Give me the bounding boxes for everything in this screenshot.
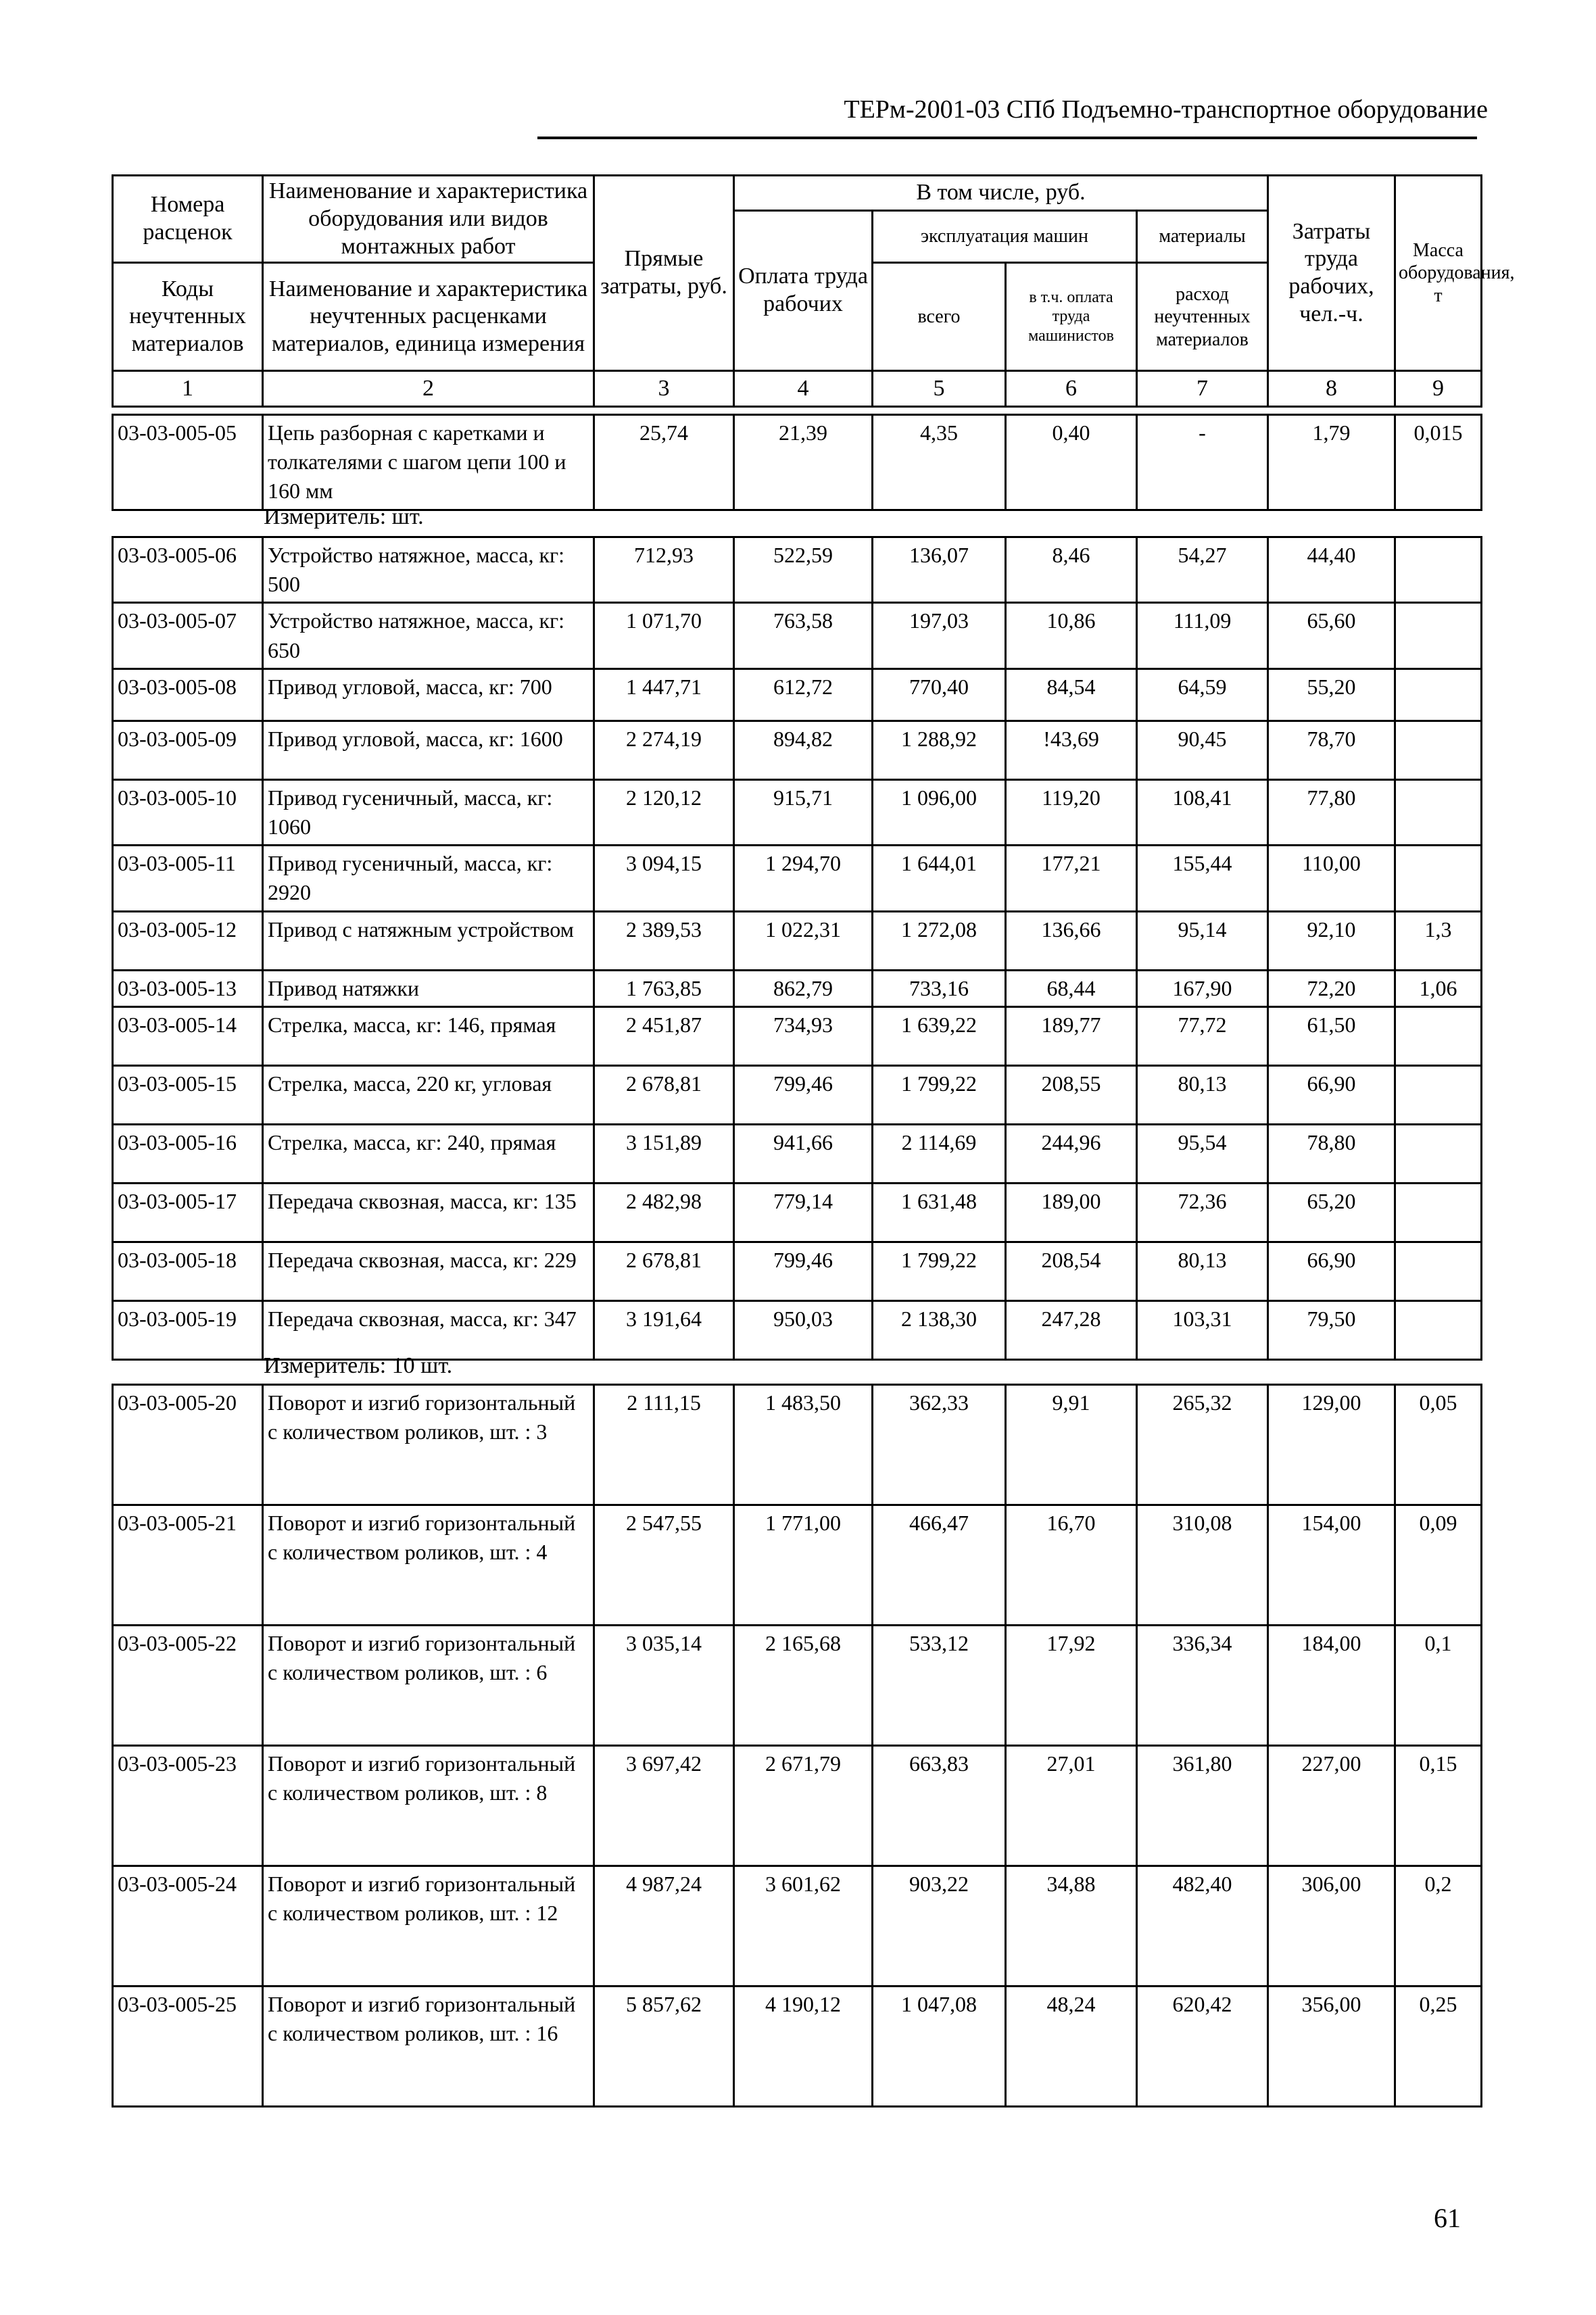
table-row: [113, 1242, 1482, 1300]
cell-name: Передача сквозная, масса, кг: 229: [263, 1242, 594, 1300]
cell-materials: 167,90: [1137, 970, 1268, 1006]
hdr-col1-top: Номера расценок: [113, 176, 263, 263]
cell-hours: 65,60: [1268, 603, 1395, 668]
cell-materials: 95,54: [1137, 1124, 1268, 1183]
hdr-col1-bottom: Коды неучтенных материалов: [113, 263, 263, 371]
cell-direct: 3 697,42: [594, 1746, 734, 1866]
cell-mass: [1395, 1300, 1482, 1359]
cell-code: 03-03-005-23: [113, 1746, 263, 1866]
cell-mach-total: 1 096,00: [873, 779, 1006, 845]
cell-hours: 154,00: [1268, 1505, 1395, 1626]
col-number: 5: [873, 371, 1006, 407]
cell-mach-labor: 0,40: [1006, 415, 1137, 510]
cell-materials: 620,42: [1137, 1987, 1268, 2107]
cell-mach-total: 1 644,01: [873, 846, 1006, 911]
cell-direct: 3 094,15: [594, 846, 734, 911]
cell-name: Стрелка, масса, кг: 240, прямая: [263, 1124, 594, 1183]
table-row: [113, 603, 1482, 668]
cell-mass: 0,1: [1395, 1626, 1482, 1746]
cell-mass: [1395, 1124, 1482, 1183]
col-number: 2: [263, 371, 594, 407]
cell-mass: [1395, 537, 1482, 603]
hdr-materials-label: материалы: [1137, 211, 1268, 263]
cell-name: Поворот и изгиб горизонтальный с количеством роликов, шт. : 6: [263, 1626, 594, 1746]
cell-direct: 2 451,87: [594, 1006, 734, 1065]
cell-name: Передача сквозная, масса, кг: 347: [263, 1300, 594, 1359]
cell-direct: 712,93: [594, 537, 734, 603]
col-number: 3: [594, 371, 734, 407]
cell-mass: [1395, 668, 1482, 721]
cell-direct: 1 071,70: [594, 603, 734, 668]
cell-code: 03-03-005-21: [113, 1505, 263, 1626]
cell-labor: 21,39: [734, 415, 873, 510]
cell-mass: [1395, 779, 1482, 845]
cell-name: Передача сквозная, масса, кг: 135: [263, 1183, 594, 1242]
cell-labor: 779,14: [734, 1183, 873, 1242]
cell-labor: 1 022,31: [734, 911, 873, 970]
cell-mach-total: 2 138,30: [873, 1300, 1006, 1359]
cell-mach-labor: 27,01: [1006, 1746, 1137, 1866]
cell-materials: 95,14: [1137, 911, 1268, 970]
cell-name: Цепь разборная с каретками и толкателями с шагом цепи 100 и 160 мм: [263, 415, 594, 510]
cell-mach-labor: 8,46: [1006, 537, 1137, 603]
cell-hours: 79,50: [1268, 1300, 1395, 1359]
cell-mass: 0,09: [1395, 1505, 1482, 1626]
cell-mass: [1395, 1183, 1482, 1242]
cell-code: 03-03-005-09: [113, 721, 263, 779]
cell-mach-total: 197,03: [873, 603, 1006, 668]
cell-direct: 2 482,98: [594, 1183, 734, 1242]
page-header-title: ТЕРм-2001-03 СПб Подъемно-транспортное оборудование: [844, 95, 1488, 124]
cell-direct: 2 678,81: [594, 1065, 734, 1124]
cell-mach-labor: 119,20: [1006, 779, 1137, 845]
table-row: [113, 415, 1482, 510]
cell-mach-labor: 208,54: [1006, 1242, 1137, 1300]
table-row: [113, 721, 1482, 779]
cell-name: Стрелка, масса, 220 кг, угловая: [263, 1065, 594, 1124]
cell-labor: 4 190,12: [734, 1987, 873, 2107]
cell-name: Поворот и изгиб горизонтальный с количеством роликов, шт. : 3: [263, 1385, 594, 1505]
cell-direct: 1 763,85: [594, 970, 734, 1006]
table-row: [113, 537, 1482, 603]
cell-direct: 3 035,14: [594, 1626, 734, 1746]
cell-mach-labor: 48,24: [1006, 1987, 1137, 2107]
cell-hours: 66,90: [1268, 1242, 1395, 1300]
cell-code: 03-03-005-24: [113, 1866, 263, 1987]
cell-materials: 77,72: [1137, 1006, 1268, 1065]
rates-table-3: [112, 1384, 1482, 2107]
cell-code: 03-03-005-17: [113, 1183, 263, 1242]
cell-labor: 1 294,70: [734, 846, 873, 911]
cell-hours: 65,20: [1268, 1183, 1395, 1242]
cell-hours: 1,79: [1268, 415, 1395, 510]
cell-mass: [1395, 1065, 1482, 1124]
cell-materials: 108,41: [1137, 779, 1268, 845]
table-row: [113, 970, 1482, 1006]
cell-hours: 78,80: [1268, 1124, 1395, 1183]
cell-mach-total: 903,22: [873, 1866, 1006, 1987]
cell-mass: [1395, 1242, 1482, 1300]
cell-direct: 1 447,71: [594, 668, 734, 721]
meter-label: Измеритель: 10 шт.: [264, 1353, 453, 1378]
hdr-col2-bottom: Наименование и характеристика неучтенных расценками материалов, единица измерения: [263, 263, 594, 371]
cell-labor: 1 483,50: [734, 1385, 873, 1505]
cell-labor: 2 671,79: [734, 1746, 873, 1866]
cell-mach-total: 1 631,48: [873, 1183, 1006, 1242]
cell-labor: 1 771,00: [734, 1505, 873, 1626]
cell-materials: 482,40: [1137, 1866, 1268, 1987]
cell-mach-labor: 208,55: [1006, 1065, 1137, 1124]
cell-code: 03-03-005-11: [113, 846, 263, 911]
cell-hours: 227,00: [1268, 1746, 1395, 1866]
cell-mach-labor: 17,92: [1006, 1626, 1137, 1746]
cell-mach-labor: 136,66: [1006, 911, 1137, 970]
cell-mach-labor: 10,86: [1006, 603, 1137, 668]
table-row: [113, 846, 1482, 911]
cell-labor: 799,46: [734, 1242, 873, 1300]
cell-materials: 103,31: [1137, 1300, 1268, 1359]
cell-mach-total: 533,12: [873, 1626, 1006, 1746]
col-number: 7: [1137, 371, 1268, 407]
meter-label: Измеритель: шт.: [264, 504, 424, 529]
cell-code: 03-03-005-07: [113, 603, 263, 668]
cell-direct: 3 151,89: [594, 1124, 734, 1183]
hdr-col3: Прямые затраты, руб.: [594, 176, 734, 371]
hdr-col2-top: Наименование и характеристика оборудования или видов монтажных работ: [263, 176, 594, 263]
cell-direct: 2 111,15: [594, 1385, 734, 1505]
cell-hours: 66,90: [1268, 1065, 1395, 1124]
cell-mach-labor: 84,54: [1006, 668, 1137, 721]
cell-mach-total: 1 799,22: [873, 1065, 1006, 1124]
header-rule: [537, 137, 1477, 139]
cell-direct: 3 191,64: [594, 1300, 734, 1359]
cell-hours: 61,50: [1268, 1006, 1395, 1065]
cell-labor: 763,58: [734, 603, 873, 668]
cell-mass: [1395, 846, 1482, 911]
table-row: [113, 1866, 1482, 1987]
hdr-col6: в т.ч. оплата труда машинистов: [1006, 263, 1137, 371]
cell-mass: 0,2: [1395, 1866, 1482, 1987]
cell-mach-total: 663,83: [873, 1746, 1006, 1866]
cell-hours: 55,20: [1268, 668, 1395, 721]
cell-direct: 4 987,24: [594, 1866, 734, 1987]
cell-labor: 734,93: [734, 1006, 873, 1065]
rates-table-1: [112, 414, 1482, 511]
hdr-col7: расход неучтенных материалов: [1137, 263, 1268, 371]
cell-mach-labor: 189,77: [1006, 1006, 1137, 1065]
cell-name: Привод угловой, масса, кг: 700: [263, 668, 594, 721]
cell-labor: 2 165,68: [734, 1626, 873, 1746]
cell-mach-total: 466,47: [873, 1505, 1006, 1626]
table-row: [113, 1065, 1482, 1124]
col-number: 9: [1395, 371, 1482, 407]
cell-mach-total: 2 114,69: [873, 1124, 1006, 1183]
cell-name: Поворот и изгиб горизонтальный с количеством роликов, шт. : 12: [263, 1866, 594, 1987]
cell-name: Привод с натяжным устройством: [263, 911, 594, 970]
hdr-col4: Оплата труда рабочих: [734, 211, 873, 371]
cell-materials: 64,59: [1137, 668, 1268, 721]
cell-materials: 80,13: [1137, 1242, 1268, 1300]
cell-hours: 72,20: [1268, 970, 1395, 1006]
cell-mach-labor: 16,70: [1006, 1505, 1137, 1626]
hdr-col8: Затраты труда рабочих, чел.-ч.: [1268, 176, 1395, 371]
cell-hours: 77,80: [1268, 779, 1395, 845]
cell-hours: 306,00: [1268, 1866, 1395, 1987]
table-row: [113, 1385, 1482, 1505]
table-row: [113, 668, 1482, 721]
cell-name: Привод натяжки: [263, 970, 594, 1006]
cell-name: Поворот и изгиб горизонтальный с количеством роликов, шт. : 4: [263, 1505, 594, 1626]
cell-code: 03-03-005-16: [113, 1124, 263, 1183]
cell-labor: 950,03: [734, 1300, 873, 1359]
table-row: [113, 911, 1482, 970]
cell-materials: 111,09: [1137, 603, 1268, 668]
cell-hours: 184,00: [1268, 1626, 1395, 1746]
col-number: 8: [1268, 371, 1395, 407]
cell-mach-labor: !43,69: [1006, 721, 1137, 779]
cell-mass: 0,25: [1395, 1987, 1482, 2107]
cell-code: 03-03-005-22: [113, 1626, 263, 1746]
header-table: [112, 174, 1515, 408]
hdr-machines-label: эксплуатация машин: [873, 211, 1137, 263]
cell-code: 03-03-005-06: [113, 537, 263, 603]
cell-mass: [1395, 603, 1482, 668]
cell-mach-total: 1 272,08: [873, 911, 1006, 970]
hdr-col9: Масса оборудования, т: [1395, 176, 1482, 371]
cell-mach-total: 1 047,08: [873, 1987, 1006, 2107]
cell-hours: 110,00: [1268, 846, 1395, 911]
cell-hours: 129,00: [1268, 1385, 1395, 1505]
table-row: [113, 1987, 1482, 2107]
cell-direct: 2 120,12: [594, 779, 734, 845]
hdr-col5: всего: [873, 263, 1006, 371]
cell-materials: 361,80: [1137, 1746, 1268, 1866]
table-row: [113, 1124, 1482, 1183]
cell-code: 03-03-005-14: [113, 1006, 263, 1065]
cell-code: 03-03-005-05: [113, 415, 263, 510]
cell-code: 03-03-005-13: [113, 970, 263, 1006]
cell-mach-labor: 189,00: [1006, 1183, 1137, 1242]
cell-labor: 894,82: [734, 721, 873, 779]
cell-materials: 90,45: [1137, 721, 1268, 779]
cell-materials: 80,13: [1137, 1065, 1268, 1124]
cell-direct: 2 547,55: [594, 1505, 734, 1626]
cell-code: 03-03-005-20: [113, 1385, 263, 1505]
cell-mach-total: 1 288,92: [873, 721, 1006, 779]
cell-labor: 522,59: [734, 537, 873, 603]
cell-mass: 0,05: [1395, 1385, 1482, 1505]
rates-table-2: [112, 536, 1482, 1361]
cell-mass: 1,06: [1395, 970, 1482, 1006]
col-number: 6: [1006, 371, 1137, 407]
hdr-group-label: В том числе, руб.: [734, 176, 1268, 211]
cell-direct: 2 274,19: [594, 721, 734, 779]
cell-name: Поворот и изгиб горизонтальный с количеством роликов, шт. : 8: [263, 1746, 594, 1866]
cell-mach-total: 733,16: [873, 970, 1006, 1006]
cell-labor: 799,46: [734, 1065, 873, 1124]
cell-name: Устройство натяжное, масса, кг: 500: [263, 537, 594, 603]
col-number: 4: [734, 371, 873, 407]
cell-labor: 3 601,62: [734, 1866, 873, 1987]
cell-mach-total: 1 799,22: [873, 1242, 1006, 1300]
cell-materials: 310,08: [1137, 1505, 1268, 1626]
cell-code: 03-03-005-15: [113, 1065, 263, 1124]
cell-labor: 941,66: [734, 1124, 873, 1183]
table-row: [113, 1505, 1482, 1626]
cell-hours: 44,40: [1268, 537, 1395, 603]
cell-direct: 5 857,62: [594, 1987, 734, 2107]
cell-mach-total: 136,07: [873, 537, 1006, 603]
cell-hours: 92,10: [1268, 911, 1395, 970]
cell-code: 03-03-005-12: [113, 911, 263, 970]
cell-materials: 265,32: [1137, 1385, 1268, 1505]
cell-mach-labor: 244,96: [1006, 1124, 1137, 1183]
table-row: [113, 1626, 1482, 1746]
cell-mach-labor: 34,88: [1006, 1866, 1137, 1987]
table-row: [113, 1746, 1482, 1866]
cell-labor: 915,71: [734, 779, 873, 845]
cell-code: 03-03-005-08: [113, 668, 263, 721]
cell-materials: 72,36: [1137, 1183, 1268, 1242]
cell-mass: [1395, 1006, 1482, 1065]
cell-mach-total: 4,35: [873, 415, 1006, 510]
cell-name: Привод гусеничный, масса, кг: 1060: [263, 779, 594, 845]
cell-direct: 25,74: [594, 415, 734, 510]
cell-materials: 155,44: [1137, 846, 1268, 911]
cell-materials: 336,34: [1137, 1626, 1268, 1746]
cell-materials: -: [1137, 415, 1268, 510]
cell-mass: 1,3: [1395, 911, 1482, 970]
table-row: [113, 1183, 1482, 1242]
page-number: 61: [1434, 2203, 1461, 2233]
cell-direct: 2 389,53: [594, 911, 734, 970]
cell-name: Стрелка, масса, кг: 146, прямая: [263, 1006, 594, 1065]
table-row: [113, 1300, 1482, 1359]
table-row: [113, 779, 1482, 845]
cell-mach-total: 770,40: [873, 668, 1006, 721]
cell-name: Устройство натяжное, масса, кг: 650: [263, 603, 594, 668]
cell-hours: 78,70: [1268, 721, 1395, 779]
cell-code: 03-03-005-25: [113, 1987, 263, 2107]
cell-direct: 2 678,81: [594, 1242, 734, 1300]
cell-labor: 862,79: [734, 970, 873, 1006]
cell-mach-total: 1 639,22: [873, 1006, 1006, 1065]
cell-mach-labor: 247,28: [1006, 1300, 1137, 1359]
col-number: 1: [113, 371, 263, 407]
cell-name: Привод угловой, масса, кг: 1600: [263, 721, 594, 779]
cell-code: 03-03-005-10: [113, 779, 263, 845]
cell-name: Поворот и изгиб горизонтальный с количеством роликов, шт. : 16: [263, 1987, 594, 2107]
cell-labor: 612,72: [734, 668, 873, 721]
cell-materials: 54,27: [1137, 537, 1268, 603]
cell-mass: 0,15: [1395, 1746, 1482, 1866]
cell-hours: 356,00: [1268, 1987, 1395, 2107]
cell-name: Привод гусеничный, масса, кг: 2920: [263, 846, 594, 911]
cell-code: 03-03-005-18: [113, 1242, 263, 1300]
cell-code: 03-03-005-19: [113, 1300, 263, 1359]
cell-mach-labor: 9,91: [1006, 1385, 1137, 1505]
cell-mass: 0,015: [1395, 415, 1482, 510]
table-row: [113, 1006, 1482, 1065]
cell-mach-total: 362,33: [873, 1385, 1006, 1505]
cell-mach-labor: 177,21: [1006, 846, 1137, 911]
cell-mass: [1395, 721, 1482, 779]
cell-mach-labor: 68,44: [1006, 970, 1137, 1006]
